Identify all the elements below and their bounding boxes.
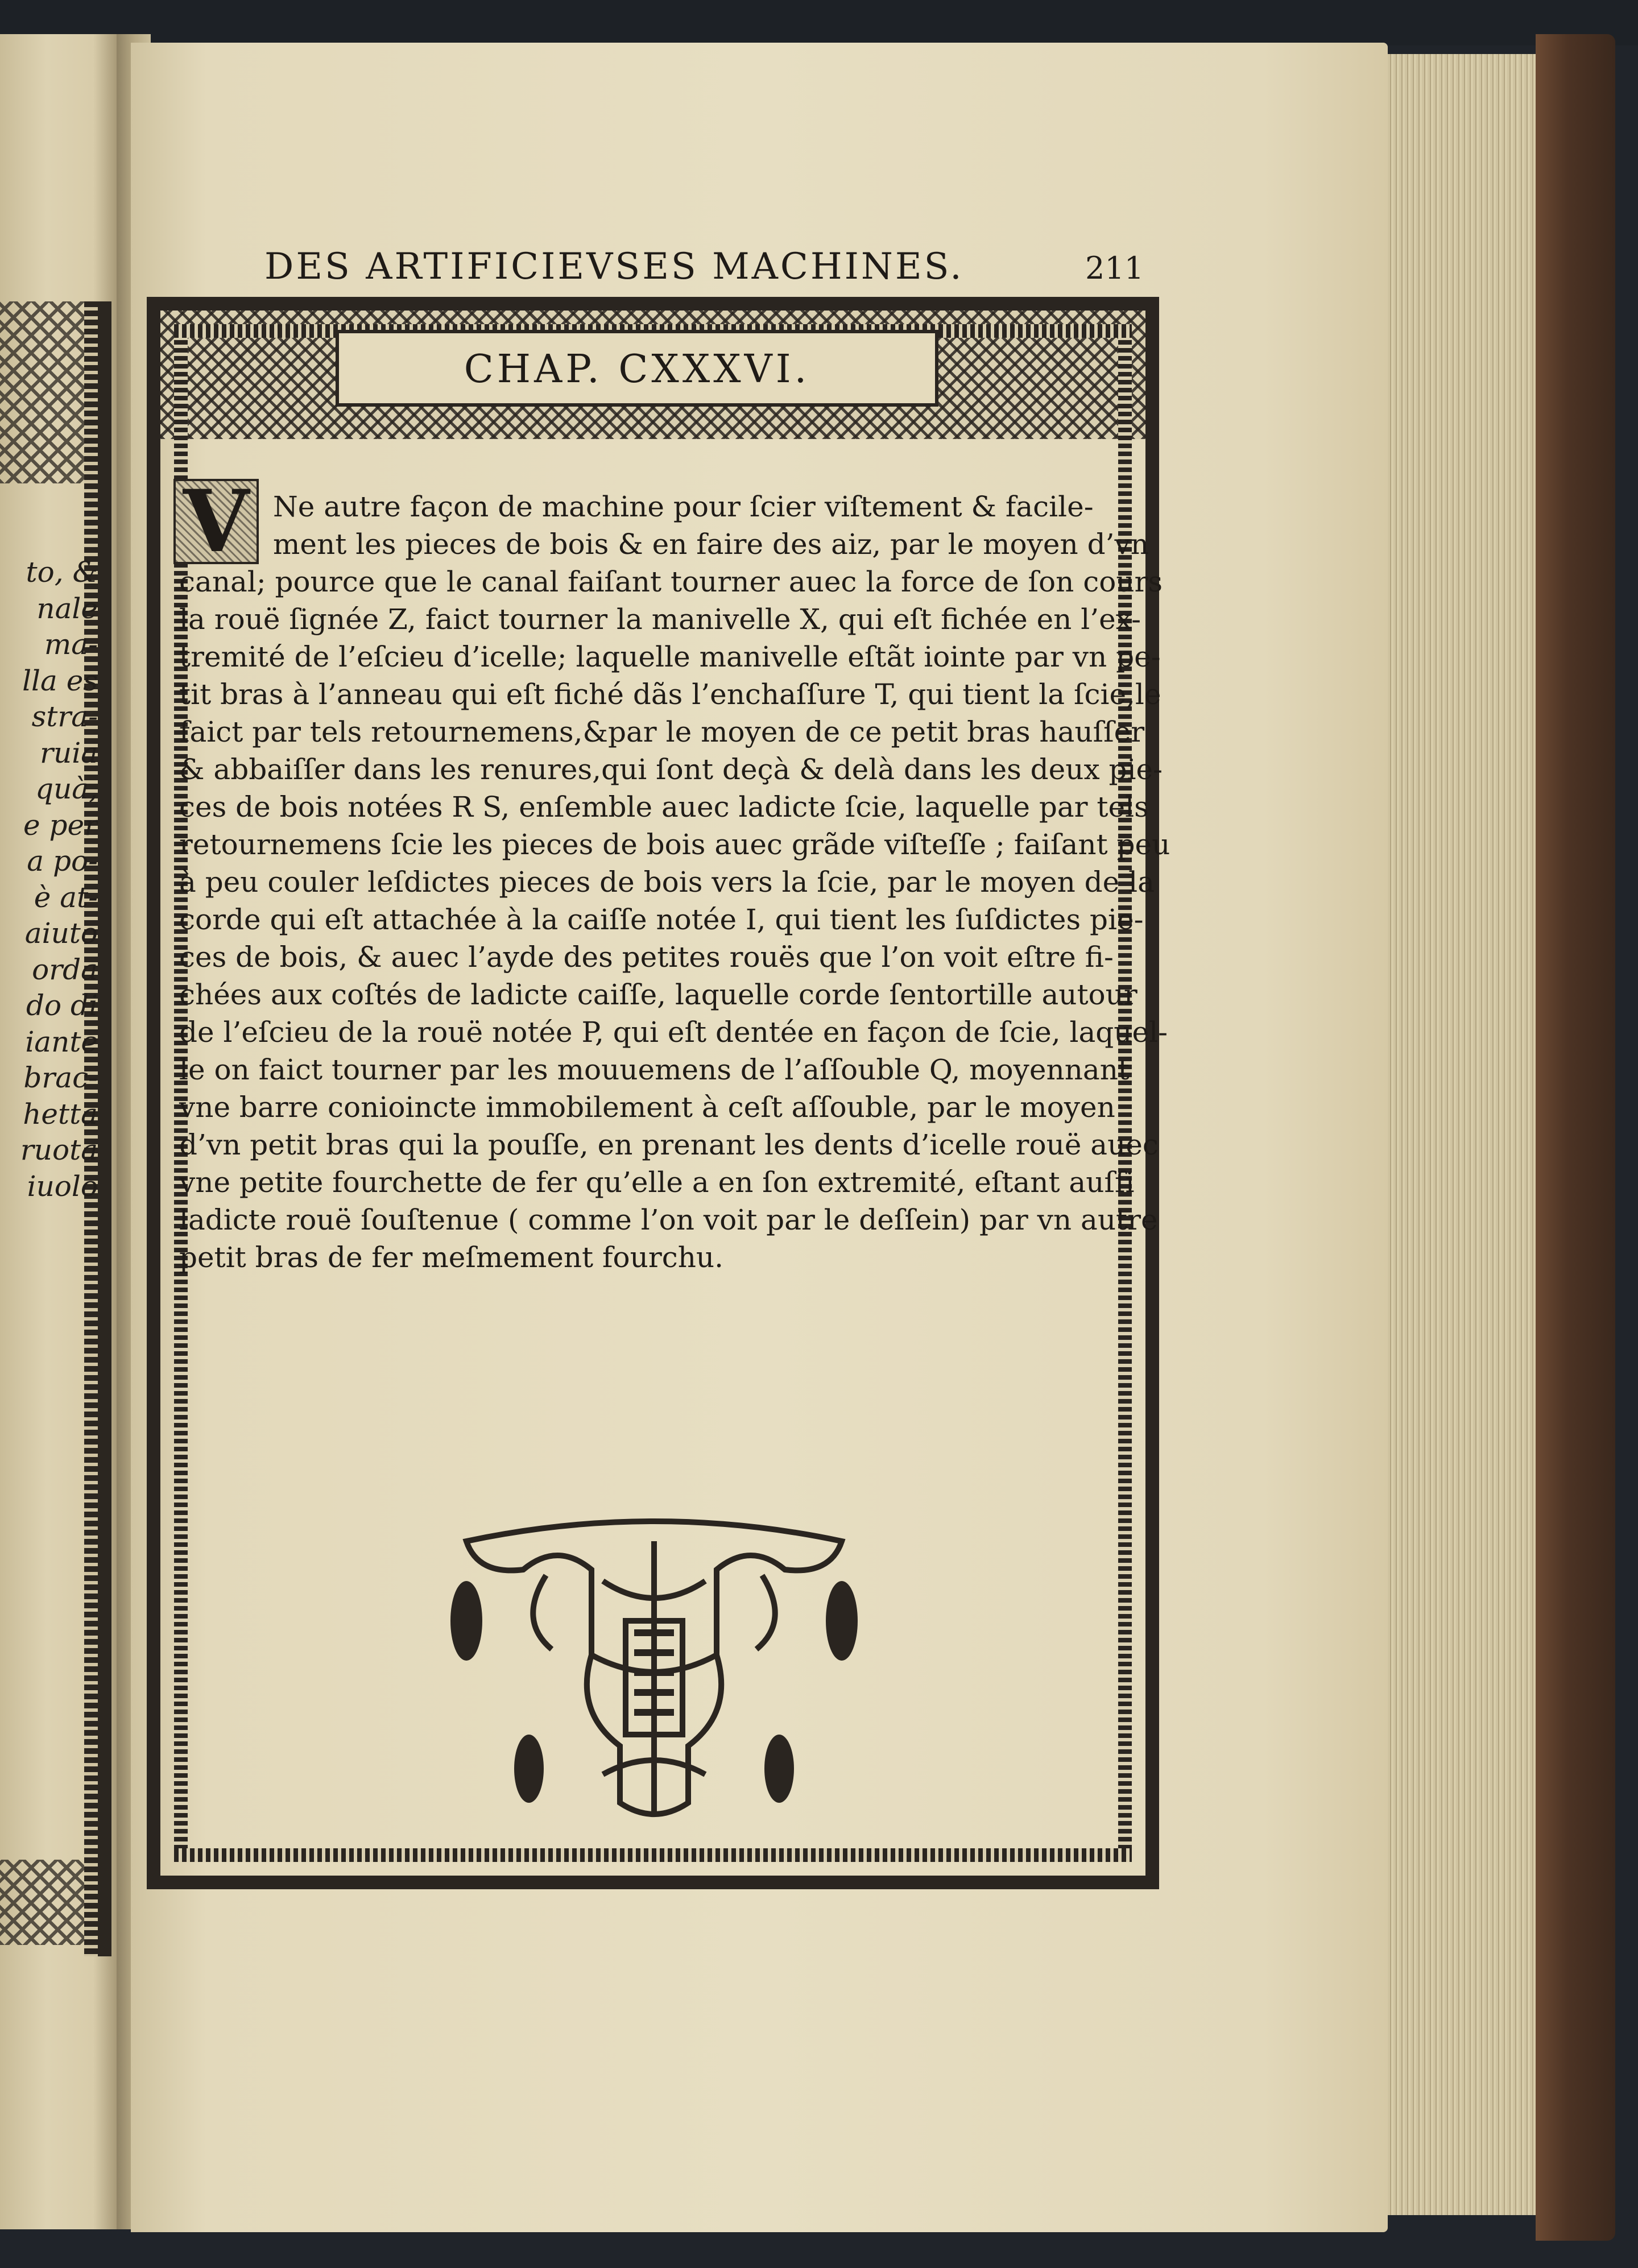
left-page-text xyxy=(0,554,98,1205)
body-line: à peu couler leſdictes pieces de bois vers la ſcie, par le moyen de la xyxy=(179,866,1155,899)
body-line: canal; pource que le canal faiſant tourner auec la force de ſon cours xyxy=(179,565,1163,598)
book-cover xyxy=(1536,34,1615,2241)
left-page-line: hetta xyxy=(23,1097,98,1131)
chapter-title: CHAP. CXXXVI. xyxy=(464,347,810,392)
body-line: ces de bois, & auec l’ayde des petites rouës que l’on voit eſtre fi- xyxy=(179,941,1114,974)
left-page-line: ruia xyxy=(40,736,98,769)
tailpiece-ornament xyxy=(432,1507,876,1837)
left-page-line: do di xyxy=(26,989,98,1022)
body-line: d’vn petit bras qui la pouſſe, en prenant les dents d’icelle rouë auec xyxy=(179,1128,1159,1161)
page-number: 211 xyxy=(1085,250,1144,286)
left-page-line: quà, xyxy=(35,772,98,805)
body-line: chées aux coſtés de ladicte caiſſe, laquelle corde ſentortille autour xyxy=(179,978,1138,1011)
body-line: vne petite fourchette de fer qu’elle a en ſon extremité, eſtant auſſi xyxy=(179,1166,1135,1199)
body-line: tremité de l’eſcieu d’icelle; laquelle manivelle eſtãt iointe par vn pe- xyxy=(179,640,1161,673)
background xyxy=(0,0,1638,45)
running-head: DES ARTIFICIEVSES MACHINES. xyxy=(264,246,964,288)
page-edges xyxy=(1388,54,1553,2215)
body-line: petit bras de fer meſmement fourchu. xyxy=(179,1241,724,1274)
left-page-line: ruota xyxy=(20,1133,98,1166)
left-page-line: to, & xyxy=(26,556,98,589)
left-page-line: brac- xyxy=(23,1061,98,1094)
body-line: faict par tels retournemens,&par le moyen de ce petit bras hauſſer xyxy=(179,715,1145,748)
body-line: le on faict tourner par les mouuemens de l’aſſouble Q, moyennant xyxy=(179,1053,1130,1086)
left-page-line: è at- xyxy=(34,880,98,914)
body-line: la rouë ſignée Z, faict tourner la manivelle X, qui eſt fichée en l’ex- xyxy=(179,603,1141,636)
left-page-line: nale xyxy=(36,591,98,625)
body-line: vne barre conioincte immobilement à ceſt aſſouble, par le moyen xyxy=(179,1091,1115,1124)
left-page-line: ma- xyxy=(44,628,98,661)
left-page-line: lla es xyxy=(22,664,98,697)
left-page-line: orda xyxy=(32,953,98,986)
body-line: & abbaiſſer dans les renures,qui ſont deçà & delà dans les deux pie- xyxy=(179,753,1163,786)
body-line: Ne autre façon de machine pour ſcier viſtement & facile- xyxy=(273,490,1094,523)
body-line: corde qui eſt attachée à la caiſſe notée I, qui tient les ſuſdictes pie- xyxy=(179,903,1144,936)
left-page-line: aiuto xyxy=(24,917,98,950)
body-line: tit bras à l’anneau qui eſt fiché dãs l’enchaſſure T, qui tient la ſcie,le xyxy=(179,678,1161,711)
body-line: ment les pieces de bois & en faire des aiz, par le moyen d’vn xyxy=(273,528,1149,561)
left-page-line: iuolo xyxy=(27,1169,98,1203)
body-line: de l’eſcieu de la rouë notée P, qui eſt dentée en façon de ſcie, laquel- xyxy=(179,1016,1168,1049)
left-page-line: e per xyxy=(23,808,98,842)
body-line: ladicte rouë ſouſtenue ( comme l’on voit par le deſſein) par vn autre xyxy=(179,1203,1158,1236)
left-page-line: stra- xyxy=(31,700,98,733)
drop-cap-letter: V xyxy=(183,471,250,572)
body-line: ces de bois notées R S, enſemble auec ladicte ſcie, laquelle par tels xyxy=(179,791,1149,823)
body-line: retournemens ſcie les pieces de bois auec grãde viſteſſe ; faiſant peu xyxy=(179,828,1170,861)
left-page-line: iante xyxy=(25,1025,98,1058)
body-text xyxy=(179,488,1170,1276)
left-page-line: a po- xyxy=(27,845,98,878)
